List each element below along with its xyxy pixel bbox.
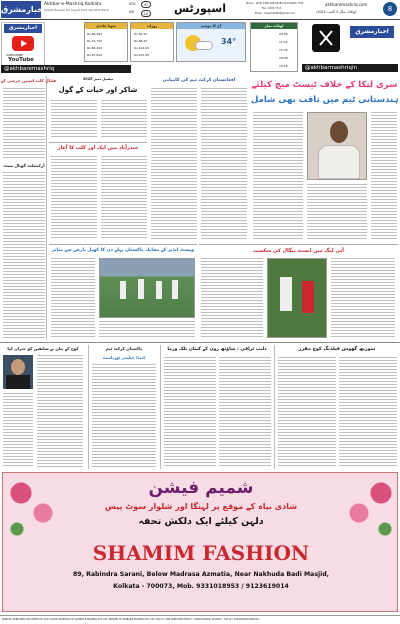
weather-temp: 34° — [221, 37, 237, 46]
footer-imprint: PRINTED, PUBLISHED AND EDITED BY M.W. HAQUE ON BEHALF OF AKHBAR-E-MASHRIQ PVT. LTD. PRINTED AT AKHBAR-E-MASHRIQ PVT. LTD. 700 017 AND PUBLISHED FROM 7, DARGAH ROAD, KOLKATA - 700 017. RNI REGISTRATION NO. — [0, 615, 400, 623]
gold-row-3: Rs.84,400 — [87, 46, 103, 50]
edition-line: Kolkata Tuesday 4th August 2024 Sep 2024 RNI-N — [44, 9, 109, 12]
center-left-block — [49, 76, 147, 242]
center-right-text — [151, 88, 197, 240]
subscribe-label: SUBSCRIBE — [6, 53, 24, 57]
lead-text-3 — [307, 184, 367, 240]
center-title-text — [51, 100, 97, 138]
wi-pak-text — [51, 258, 95, 338]
rates-row-2: Rs.88.25 — [134, 39, 148, 43]
bottom-mid-right-text — [164, 357, 216, 467]
gold-row-1: Rs.68,490 — [87, 32, 103, 36]
center-mid-text — [51, 156, 97, 240]
ad-address-1: 89, Rabindra Sarani, Below Madrasa Azmatia, Near Nakhuda Badi Masjid, — [72, 571, 330, 578]
no-badge: 10 — [141, 10, 151, 17]
bottom-left-title: کوچ کے بیان نے شائقین کو حیران کیا — [7, 346, 79, 351]
bottom-left-text — [37, 355, 83, 467]
vol-badge: 47 — [141, 1, 151, 8]
bottom-mid-right-title: دلیپ ٹرافی : ساؤتھ زون کے کپتان تلک ورما — [167, 347, 267, 352]
section-title: اسپورٹس — [174, 2, 226, 15]
football-photo — [267, 258, 327, 338]
center-mid-text-2 — [101, 156, 147, 240]
prayer-row-3: 15:26 — [279, 48, 288, 52]
vol-label: VOL — [129, 2, 137, 6]
x-logo-icon — [312, 24, 340, 52]
weather-box — [176, 22, 246, 62]
center-right-block — [149, 76, 249, 242]
bottom-right-story — [274, 345, 398, 469]
player-figure-icon — [280, 277, 292, 311]
player-figure-icon — [302, 281, 314, 313]
edition-title: Akhbar-e-Mashriq Kolkata — [44, 2, 102, 7]
center-right-text-2 — [201, 88, 247, 240]
lead-story — [251, 76, 398, 242]
youtube-label: YouTube — [8, 57, 34, 63]
bottom-row — [0, 342, 400, 470]
bottom-right-title: سوربھ گھوش فیلڈنگ کوچ مقرر — [298, 347, 376, 352]
ad-brand-name: SHAMIM FASHION — [92, 541, 310, 565]
prayer-row-4: 18:08 — [279, 56, 288, 60]
left-column-subheading: آرکیٹیکٹ گوپال سیٹ — [3, 163, 45, 168]
ad-urdu-line-2: دلہن کیلئے ایک دلکش تحفہ — [138, 516, 264, 527]
gold-box — [84, 22, 128, 62]
center-title-text-2 — [101, 100, 147, 138]
bottom-mid-right-story — [160, 345, 272, 469]
ad-address-2: Kolkata - 700073, Mob. 9331018953 / 9123619014 — [113, 583, 289, 590]
lead-photo — [307, 112, 367, 180]
gold-row-4: Rs.87,000 — [87, 53, 103, 57]
weather-title: آج کا موسم — [177, 23, 245, 29]
player-figure-icon — [138, 279, 144, 299]
bottom-mid-left-text — [92, 364, 156, 467]
wi-pak-photo — [99, 258, 195, 318]
bottom-mid-title: کنیڈا چیلنجر ٹورنامنٹ — [102, 355, 146, 360]
bottom-right-text — [278, 357, 336, 467]
rates-box — [130, 22, 174, 62]
youtube-icon — [12, 36, 34, 51]
lead-text — [253, 112, 303, 240]
masthead-logo: اخبارمشرق — [1, 1, 41, 18]
bottom-left-text-2 — [3, 393, 33, 467]
player-head-icon — [330, 121, 348, 143]
contact-phone: Phone : (033) 2265 0263/2265 0113/2265 7705 — [246, 2, 304, 5]
player-figure-icon — [120, 281, 126, 299]
flower-left-icon — [3, 473, 63, 545]
rates-row-3: Rs.102.00 — [134, 46, 150, 50]
left-promo-logo: اخبارمشرق — [4, 24, 42, 33]
football-text — [201, 258, 263, 338]
rates-row-4: Rs.915.00 — [134, 53, 150, 57]
center-right-heading: افغانستان کرکٹ ٹیم کی کامیابی — [162, 78, 236, 83]
shamim-fashion-ad — [2, 472, 398, 612]
player-figure-icon — [172, 280, 178, 299]
bottom-mid-right-text-2 — [219, 357, 271, 467]
wi-pak-text-2 — [99, 321, 195, 339]
center-mid-title: حیدرآباد میں ایک اور کلب کا آغاز — [49, 142, 147, 152]
rates-row-1: Rs.95.22 — [134, 32, 148, 36]
masthead — [0, 0, 400, 20]
contact-email: Email : mashriq1963@gmail.com — [255, 12, 295, 15]
prayer-title: اوقات نماز — [251, 23, 297, 29]
bottom-mid-left-story — [88, 345, 158, 469]
gold-title: سونا چاندی — [85, 23, 127, 29]
left-column-heading: فٹبال کلب اسپین جرمنی کے — [1, 78, 56, 83]
bottom-right-text-2 — [339, 357, 397, 467]
player-figure-icon — [156, 281, 162, 299]
right-social-handle: @akhbarmashriqin — [302, 64, 398, 72]
left-column-text-2 — [3, 172, 45, 338]
coach-body-icon — [6, 375, 30, 389]
prayer-box — [250, 22, 298, 72]
lead-headline-2: ہندستانی ٹیم میں ثاقب بھی شامل — [251, 95, 399, 105]
left-column-text — [3, 88, 45, 158]
gold-row-2: Rs.74,720 — [87, 39, 103, 43]
bottom-mid-left-title: پاکستان کرکٹ ٹیم — [105, 346, 143, 351]
lead-text-2 — [371, 112, 397, 240]
left-promo — [1, 22, 55, 72]
coach-head-icon — [11, 359, 25, 375]
football-story — [199, 244, 398, 340]
ad-urdu-headline: شمیم فیشن — [148, 478, 254, 498]
ad-urdu-line-1: شادی بیاہ کے موقع پر لہنگا اور شلوار سوٹ پیس — [104, 502, 298, 511]
right-promo — [302, 22, 398, 72]
bottom-left-story — [1, 345, 85, 469]
center-kicker: نیشنل نمبر 2025 — [82, 77, 114, 81]
player-body-icon — [318, 145, 360, 179]
wi-pak-story — [49, 244, 197, 340]
football-title: آئی لیگ میں ایسٹ بنگال کی شکست — [253, 248, 344, 254]
urdu-date: کولکاتا، منگل 4 اگست 2024ء — [316, 10, 357, 14]
no-label: NO — [129, 10, 135, 14]
left-column — [1, 76, 56, 340]
wi-pak-title: ویسٹ انڈیز کے مقابلہ پاکستان پہلے دن کا کھیل بارش سے متاثر — [51, 248, 195, 253]
prayer-row-5: 19:16 — [279, 64, 288, 68]
coach-photo — [3, 355, 33, 389]
prayer-row-2: 11:52 — [279, 40, 288, 44]
right-promo-logo: اخبارمشرق — [350, 26, 394, 38]
flower-right-icon — [339, 473, 399, 545]
contact-fax: Fax : 0033 7713 — [262, 7, 282, 10]
cloud-icon — [195, 41, 213, 50]
football-text-2 — [331, 258, 395, 338]
rates-title: روزانہ — [131, 23, 173, 29]
lead-headline-1: سری لنکا کے خلاف ٹیسٹ میچ کیلئے — [251, 80, 398, 90]
center-title: شاکر اور حیات کے گول — [58, 86, 138, 94]
left-social-handle: @akhbaremashriq — [1, 65, 131, 73]
page-number: 8 — [383, 2, 397, 16]
website: akhbaremashriq.com — [325, 2, 368, 7]
prayer-row-1: 04:56 — [279, 32, 288, 36]
